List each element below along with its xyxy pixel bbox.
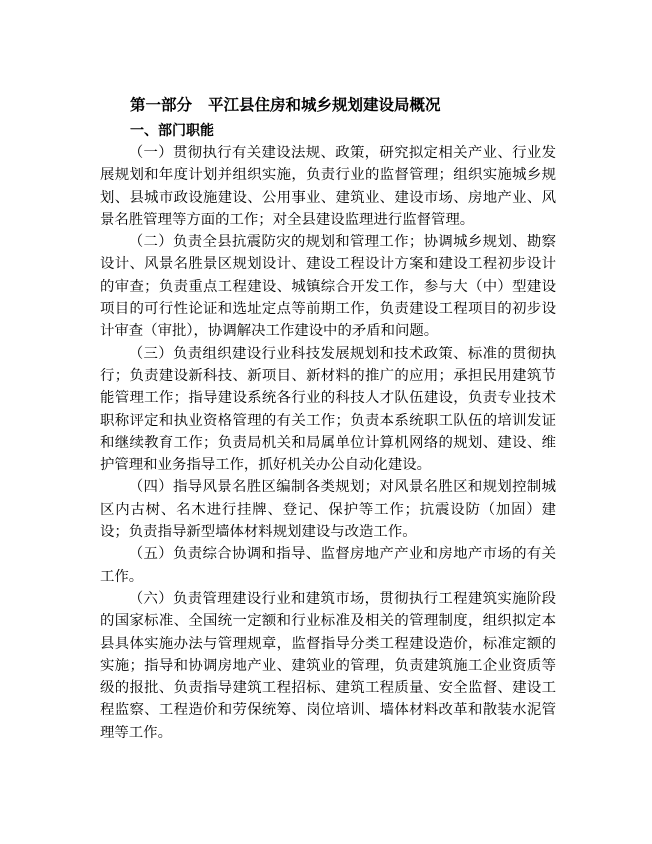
title-part-label: 第一部分 — [130, 95, 193, 114]
paragraph-1: （一）贯彻执行有关建设法规、政策，研究拟定相关产业、行业发展规划和年度计划并组织实施，负责行业的监督管理；组织实施城乡规划、县城市政设施建设、公用事业、建筑业、建设市场、房地产业、风景名胜管理等方面的工作；对全县建设监理进行监督管理。 — [100, 145, 556, 228]
paragraph-2: （二）负责全县抗震防灾的规划和管理工作；协调城乡规划、勘察设计、风景名胜景区规划设计、建设工程设计方案和建设工程初步设计的审查；负责重点工程建设、城镇综合开发工作，参与大（中）型建设项目的可行性论证和选址定点等前期工作，负责建设工程项目的初步设计审查（审批），协调解决工作建设中的矛盾和问题。 — [100, 234, 556, 340]
paragraph-6: （六）负责管理建设行业和建筑市场，贯彻执行工程建筑实施阶段的国家标准、全国统一定额和行业标准及相关的管理制度，组织拟定本县具体实施办法与管理规章，监督指导分类工程建设造价，标准定额的实施；指导和协调房地产业、建筑业的管理，负责建筑施工企业资质等级的报批、负责指导建筑工程招标、建筑工程质量、安全监督、建设工程监察、工程造价和劳保统筹、岗位培训、墙体材料改革和散装水泥管理等工作。 — [100, 590, 556, 741]
page-title — [130, 94, 610, 116]
paragraph-4: （四）指导风景名胜区编制各类规划；对风景名胜区和规划控制城区内古树、名木进行挂牌、登记、保护等工作；抗震设防（加固）建设；负责指导新型墙体材料规划建设与改造工作。 — [100, 479, 556, 541]
section-heading: 一、部门职能 — [130, 123, 214, 139]
paragraph-5: （五）负责综合协调和指导、监督房地产产业和房地产市场的有关工作。 — [100, 546, 556, 585]
title-main-text: 平江县住房和城乡规划建设局概况 — [208, 95, 441, 114]
paragraph-3: （三）负责组织建设行业科技发展规划和技术政策、标准的贯彻执行；负责建设新科技、新项目、新材料的推广的应用；承担民用建筑节能管理工作；指导建设系统各行业的科技人才队伍建设，负责专业技术职称评定和执业资格管理的有关工作；负责本系统职工队伍的培训发证和继续教育工作；负责局机关和局属单位计算机网络的规划、建设、维护管理和业务指导工作，抓好机关办公自动化建设。 — [100, 345, 556, 474]
document-body — [100, 142, 556, 744]
